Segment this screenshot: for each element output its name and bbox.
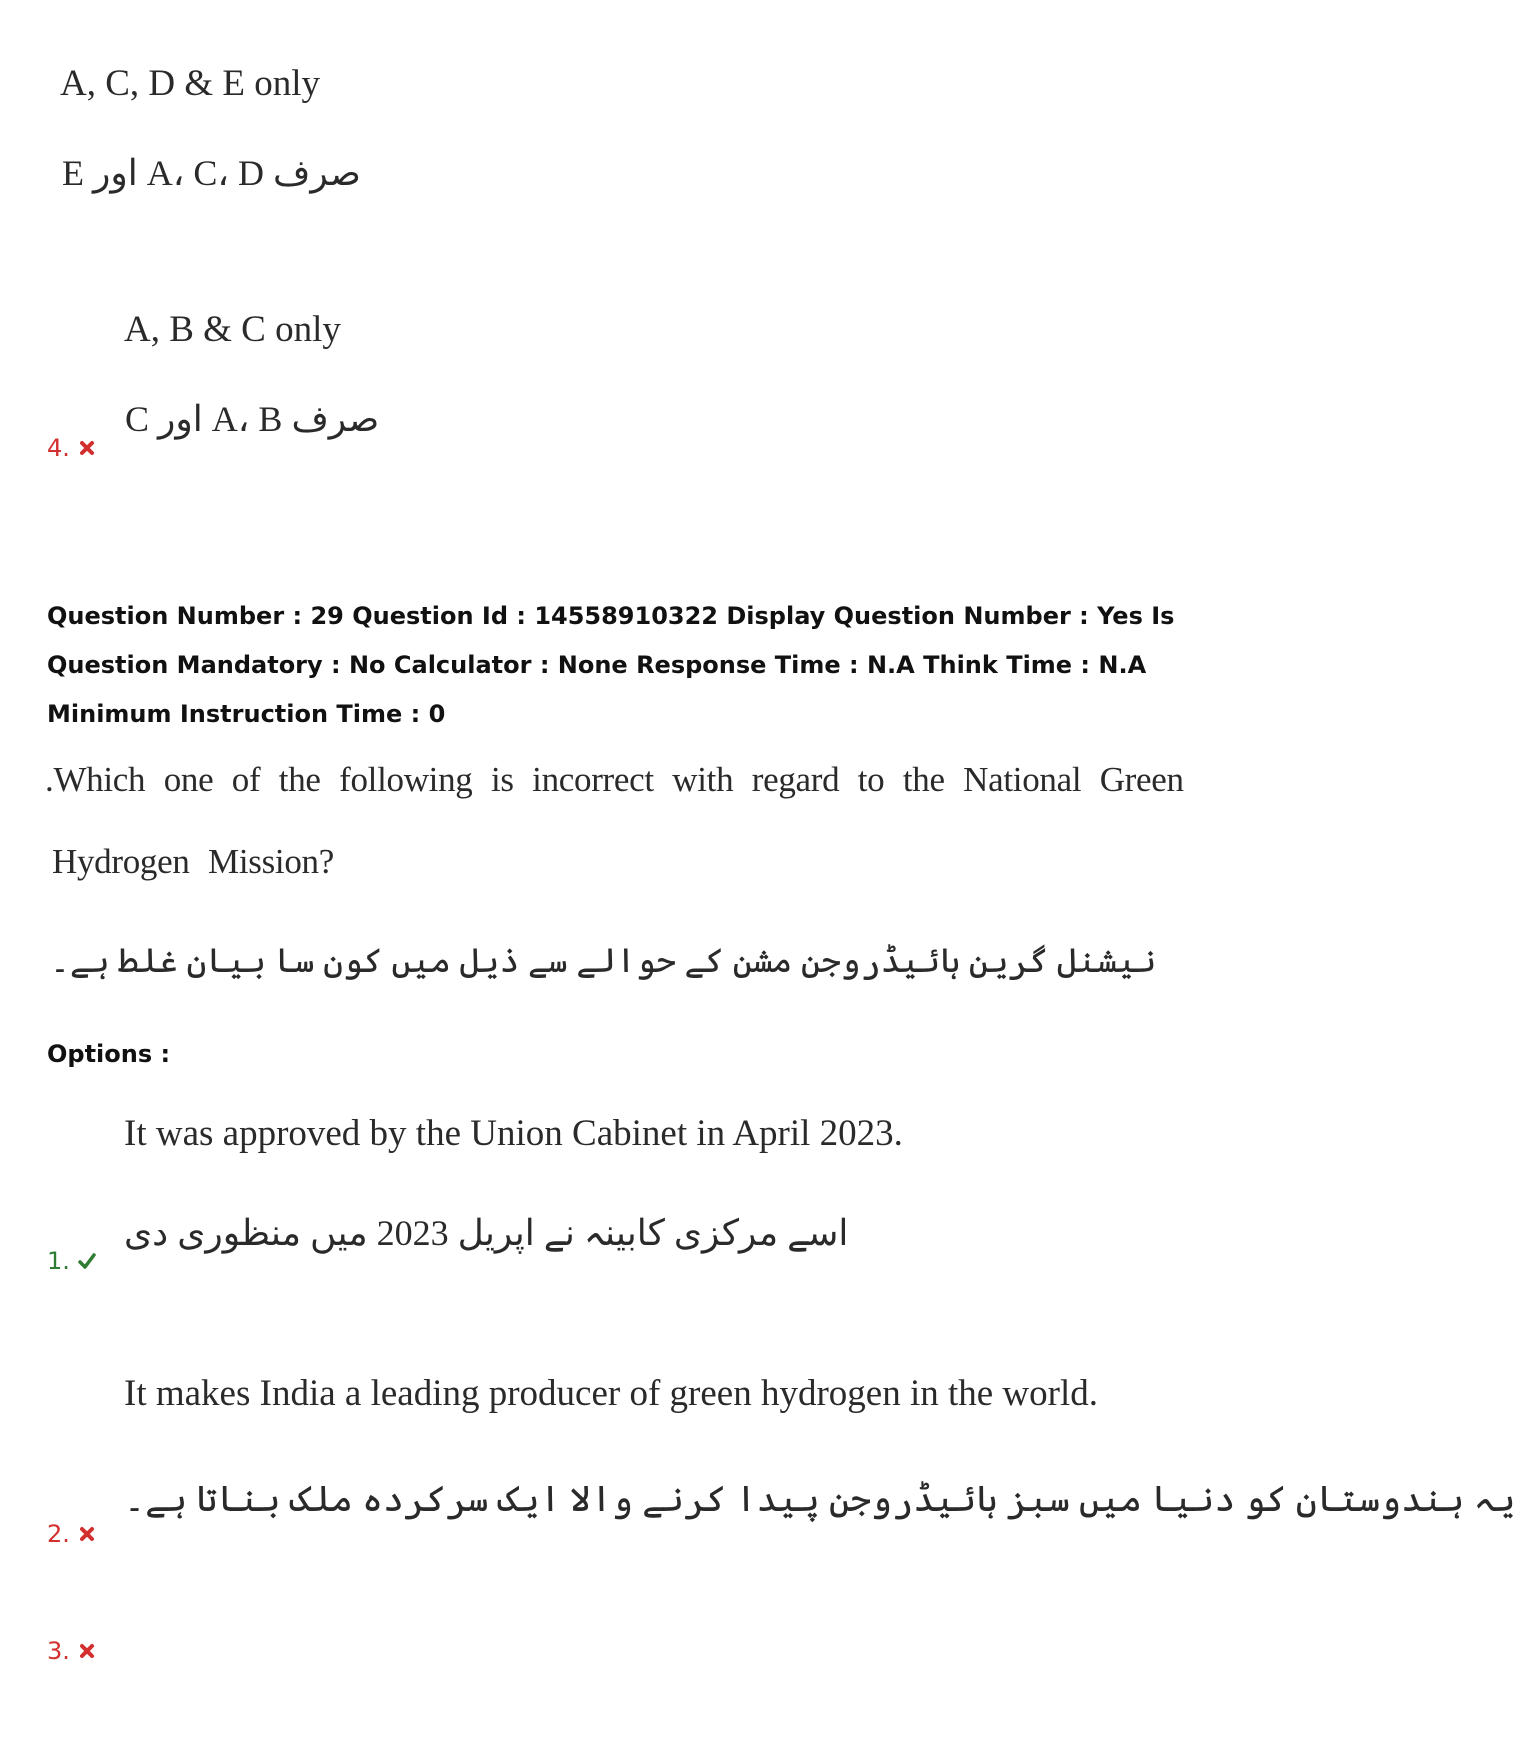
prev-option-3-urdu: صرف A، C، D اور E bbox=[62, 153, 361, 193]
option-3-number bbox=[47, 1637, 96, 1665]
cross-icon bbox=[78, 1525, 96, 1543]
prev-option-3-english: A, C, D & E only bbox=[60, 63, 321, 104]
option-number-label: 4. bbox=[47, 434, 70, 462]
option-number-label: 1. bbox=[47, 1247, 70, 1275]
option-2-urdu: یہ ہندوستان کو دنیا میں سبز ہائیڈروجن پیدا کرنے والا ایک سرکردہ ملک بناتا ہے۔ bbox=[124, 1479, 1516, 1519]
question-text-line2: Hydrogen Mission? bbox=[52, 842, 334, 881]
option-1-number bbox=[47, 1247, 96, 1275]
prev-option-4-number bbox=[47, 434, 96, 462]
question-text-urdu: نیشنل گرین ہائیڈروجن مشن کے حوالے سے ذیل میں کون سا بیان غلط ہے۔ bbox=[50, 943, 1157, 980]
option-number-label: 2. bbox=[47, 1520, 70, 1548]
option-2-number bbox=[47, 1520, 96, 1548]
option-1-english: It was approved by the Union Cabinet in April 2023. bbox=[124, 1113, 903, 1154]
prev-option-4-english: A, B & C only bbox=[124, 309, 341, 350]
cross-icon bbox=[78, 1642, 96, 1660]
options-label: Options : bbox=[47, 1040, 171, 1068]
prev-option-4-urdu: صرف A، B اور C bbox=[125, 399, 380, 439]
question-meta: Question Number : 29 Question Id : 14558910322 Display Question Number : Yes Is Question Mandatory : No Calculator : None Response Time : N.A Think Time : N.A Minimum Instruction Time : 0 bbox=[47, 602, 1175, 728]
question-text-line1: .Which one of the following is incorrect with regard to the National Green bbox=[45, 760, 1184, 799]
cross-icon bbox=[78, 439, 96, 457]
option-number-label: 3. bbox=[47, 1637, 70, 1665]
check-icon bbox=[78, 1252, 96, 1270]
option-1-urdu: اسے مرکزی کابینہ نے اپریل 2023 میں منظوری دی bbox=[124, 1213, 849, 1253]
option-2-english: It makes India a leading producer of green hydrogen in the world. bbox=[124, 1373, 1098, 1414]
